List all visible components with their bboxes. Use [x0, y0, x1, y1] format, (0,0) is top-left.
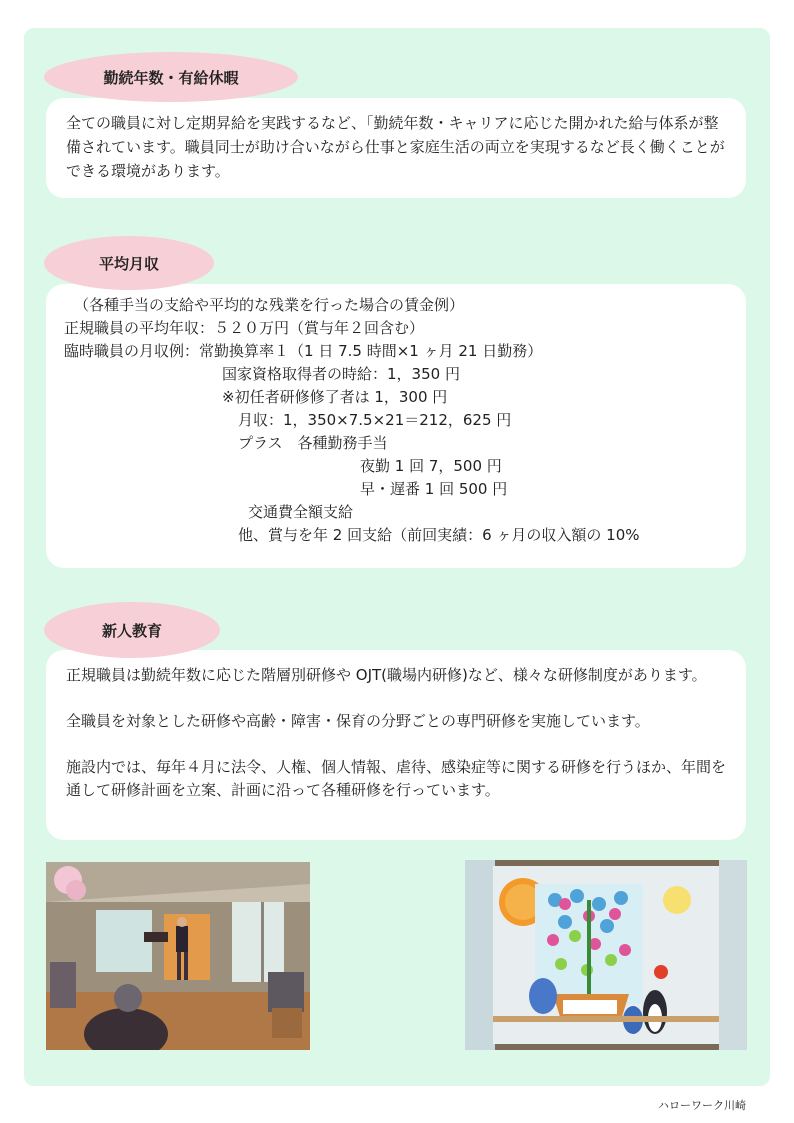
income-line: 国家資格取得者の時給：1，350 円	[222, 365, 460, 383]
income-line: 月収：1，350×7.5×21＝212，625 円	[238, 411, 512, 429]
income-line: 早・遅番 1 回 500 円	[360, 480, 508, 498]
section-body-training	[46, 650, 746, 840]
income-line: （各種手当の支給や平均的な残業を行った場合の賃金例）	[74, 296, 465, 314]
section-body-tenure	[46, 98, 746, 198]
section-title-training	[44, 602, 220, 658]
income-line: ※初任者研修修了者は 1，300 円	[222, 388, 448, 406]
section-body-income	[46, 284, 746, 568]
photo-recreation-room	[46, 862, 310, 1050]
section-title-tenure-text: 勤続年数・有給休暇	[103, 68, 239, 87]
income-line: 他、賞与を年 2 回支給（前回実績：6 ヶ月の収入額の 10%	[238, 526, 640, 544]
section-title-training-text: 新人教育	[101, 621, 162, 640]
income-line: プラス 各種勤務手当	[238, 434, 388, 452]
section-title-income-text: 平均月収	[98, 254, 159, 273]
income-line: 正規職員の平均年収：５２０万円（賞与年２回含む）	[64, 319, 425, 337]
training-paragraph: 正規職員は勤続年数に応じた階層別研修や OJT(職場内研修)など、様々な研修制度があります。	[66, 666, 707, 684]
income-line: 夜勤 1 回 7，500 円	[360, 457, 502, 475]
income-line: 交通費全額支給	[248, 503, 354, 521]
photo-wall-decoration	[465, 860, 747, 1050]
training-paragraph: 施設内では、毎年４月に法令、人権、個人情報、虐待、感染症等に関する研修を行うほか、年間を通して研修計画を立案、計画に沿って各種研修を行っています。	[66, 758, 727, 799]
training-paragraph: 全職員を対象とした研修や高齢・障害・保育の分野ごとの専門研修を実施しています。	[66, 712, 650, 730]
footer-credit: ハローワーク川崎	[658, 1099, 746, 1112]
income-line: 臨時職員の月収例：常勤換算率１（1 日 7.5 時間×1 ヶ月 21 日勤務）	[64, 342, 543, 360]
section-title-income	[44, 236, 214, 290]
section-title-tenure	[44, 52, 298, 102]
tenure-text: 全ての職員に対し定期昇給を実践するなど、「勤続年数・キャリアに応じた開かれた給与体系が整備されています。職員同士が助け合いながら仕事と家庭生活の両立を実現するなど長く働くことができる環境があります。	[66, 114, 725, 180]
